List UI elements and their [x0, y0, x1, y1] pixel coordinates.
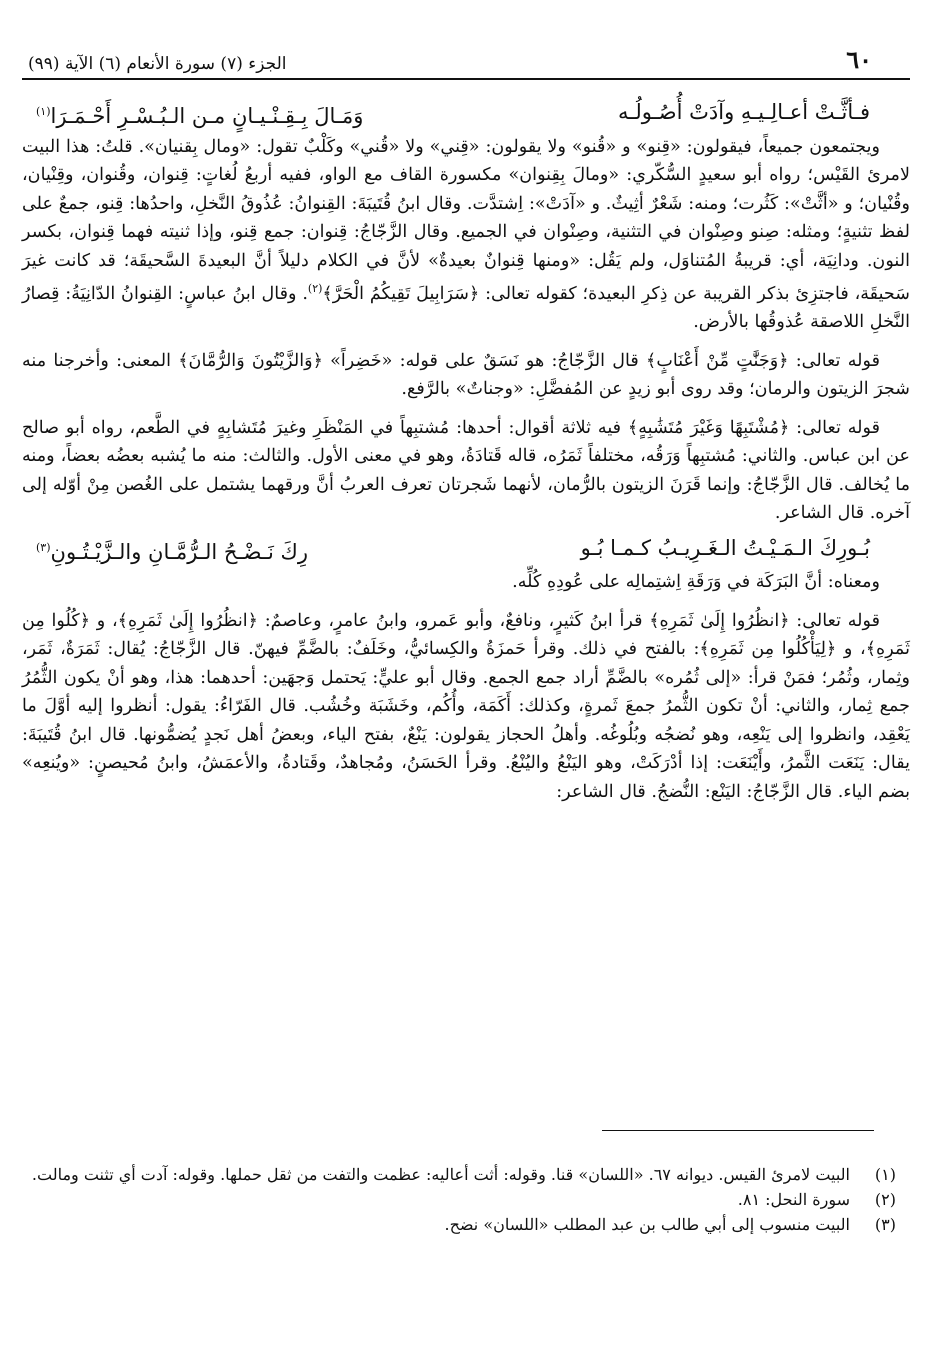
paragraph-qinwan: ويجتمعون جميعاً، فيقولون: «قِنو» و «قُنو» ولا يقولون: «قِني» ولا «قُني» وكَلْبٌ تقول: «ومال بِقنيان». قلتُ: هذا البيت لامرئ القَيْس؛ رواه أبو سعيدٍ السُّكّري: «ومالَ بِقِنوان» مكسورة القاف مع الواو، ففيه أربعُ لُغاتٍ: قِنوان، وقُنوان، وقِنْيان، وقُنْيان؛ و «أثَّتْ»: كَثُرت؛ ومنه: شَعْرٌ أثِيثٌ. و «آدَتْ»: اِشتدَّت. وقال ابنُ قُتَيبَةَ: القِنوانُ: عُذُوقُ النَّخلِ، واحدُها: قِنو، جمعٌ على لفظ تثنيةٍ؛ ومثله: صِنو وصِنْوان في التثنية، وصِنْوان في الجميع. وقال الزَّجّاجُ: قِنوان: جمع قِنو، وإذا ثنيته فهما قِنوان، بكسر النون. ودانِيَة، أي: قريبةُ المُتناوَل، ولم يَقُل: «ومنها قِنوانٌ بعيدةٌ» لأنَّ في الكلام دليلاً أنَّ البعيدةَ السَّحيقَة؛ قد كانت غيرَ سَحيقَة، فاجتزِئ بذكر القريبة عن ذِكرِ البعيدة؛ كقوله تعالى: ﴿سَرَابِيلَ تَقِيكُمُ الْحَرَّ﴾$^{(٢)}$. وقال ابنُ عباسٍ: القِنوانُ الدّانِيَةُ: قِصارُ النَّخلِ اللاصقة عُذوقُها بالأرض. — [22, 136, 910, 333]
running-head: الجزء (٧) سورة الأنعام (٦) الآية (٩٩) — [28, 54, 287, 74]
poetry-verse-1 — [22, 98, 910, 131]
verse-2-first-hemistich: بُـورِكَ الـمَـيْـتُ الـغَـرِيـبُ كـمـا بُـو — [580, 535, 870, 560]
verse-1-first-hemistich: فـأثَّـتْ أعـالِـيـهِ وآدَتْ أُصُـولُـه — [617, 100, 870, 124]
main-text — [22, 92, 910, 806]
footnote-text: البيت لامرئ القيس. ديوانه ٦٧. «اللسان» قنا. وقوله: أثت أعاليه: عظمت والتفت من ثقل حملها. وقوله: آدت أي تثنت ومالت. — [31, 1165, 850, 1184]
footnote-number: (٢) — [874, 1190, 896, 1209]
verse-1-second-hemistich: وَمَـالَ بِـقِـنْـيـانٍ مـن الـبُـسْـرِ أَحْـمَـرَا$^{(١)}$ — [36, 104, 364, 128]
paragraph-fruit: قوله تعالى: ﴿انظُرُوا إِلَىٰ ثَمَرِهِ﴾ قرأ ابنُ كَثيرٍ، ونافعٌ، وأبو عَمرو، وابنُ عامرٍ، وعاصمٌ: ﴿انظُرُوا إِلَىٰ ثَمَرِهِ﴾، و ﴿كُلُوا مِن ثَمَرِهِ﴾، و ﴿لِيَأْكُلُوا مِن ثَمَرِهِ﴾: بالفتح في ذلك. وقرأ حَمزَةُ والكِسائيُّ، وخَلَفٌ: بالضَّمِّ فيهنّ. قال الزَّجّاجُ: يُقال: ثَمَرَةٌ، ثَمَر، وثِمار، وثُمُر؛ فمَنْ قرأ: «إلى ثُمُره» بالضَّمِّ أراد جمع الجمع. وقال أبو عليٍّ: يَحتمل وَجهَين: أحدهما: هذا، وهو أنْ يكون الثُّمُرُ جمع ثِمار، والثاني: أنْ تكون الثُّمرُ جمعَ ثَمرةٍ، وكذلك: أَكَمَة، وأُكُم، وخَشَبَة وخُشُب. قال الفَرّاءُ: يقول: أنظروا إليه أوَّلَ ما يَعْقِد، وانظروا إلى يَنْعِه، وهو نُضجُه وبُلُوغُه. وأهلُ الحجاز يقولون: يَنْعٌ، بفتح الياء، وبعضُ أهل نَجدٍ يُضمُّونها. قال ابنُ قُتَيبَةَ: يقال: يَنَعَت الثَّمرُ، وأَيْنَعَت: إذا أدْرَكَتْ، وهو اليَنْعُ واليُنْعُ. وقرأ الحَسَنُ، ومُجاهدٌ، وقَتادةُ، والأعمَشُ، وابنُ مُحيصنٍ: «ويُنعِه» بضم الياء. قال الزَّجّاجُ: اليَنْع: النُّضجُ. قال الشاعر: — [22, 610, 911, 802]
paragraph-meaning: ومعناه: أنَّ البَرَكَة في وَرَقَةِ اِشتِمالِه على عُودِهِ كُلِّه. — [512, 572, 880, 593]
footnote-1 — [22, 1162, 910, 1187]
paragraph-similar: قوله تعالى: ﴿مُشْتَبِهًا وَغَيْرَ مُتَشَٰبِهٍ﴾ فيه ثلاثة أقوال: أحدها: مُشتبِهاً في المَنْظَرِ وغيرَ مُتَشابِهٍ في الطَّعم، رواه أبو صالح عن ابن عباس. والثاني: مُشتبِهاً وَرَقُه، مختلفاً ثَمَرُه، قاله قَتادَةُ، وهو في معنى الأول. والثالث: منه ما يُشبه بعضُه بعضاً، ومنه ما يُخالف. قال الزَّجّاجُ: وإنما قَرَنَ الزيتون بالرُّمان، لأنهما شَجرتان تعرف العربُ أنَّ ورقهما يشتمل على الغُصن مِنْ أوّله إلى آخره. قال الشاعر. — [22, 417, 910, 524]
footnote-number: (١) — [874, 1165, 896, 1184]
footnotes — [22, 1162, 910, 1237]
page-number: ٦٠ — [846, 45, 872, 74]
footnote-3 — [22, 1212, 910, 1237]
footnote-marker-3: (٣) — [36, 540, 51, 554]
footnote-text: سورة النحل: ٨١. — [737, 1190, 850, 1209]
page-header — [22, 44, 910, 80]
footnote-separator — [602, 1130, 874, 1131]
verse-2-second-hemistich: رِكَ نَـضْـحُ الـرُّمَّـانِ والـزَّيْـتُـونِ$^{(٣)}$ — [36, 539, 308, 564]
footnote-number: (٣) — [874, 1215, 896, 1234]
footnote-marker-2: (٢) — [307, 282, 323, 295]
poetry-verse-2 — [22, 534, 910, 567]
footnote-text: البيت منسوب إلى أبي طالب بن عبد المطلب «اللسان» نضح. — [444, 1215, 850, 1234]
paragraph-gardens: قوله تعالى: ﴿وَجَنَّٰتٍ مِّنْ أَعْنَابٍ﴾ قال الزَّجّاجُ: هو نَسَقٌ على قوله: «خَضِراً» ﴿وَالزَّيْتُونَ وَالرُّمَّانَ﴾ المعنى: وأخرجنا منه شجرَ الزيتون والرمان؛ وقد روى أبو زيدٍ عن المُفضَّلِ: «وجناتٌ» بالرَّفع. — [22, 350, 910, 400]
footnote-2 — [22, 1187, 910, 1212]
footnote-marker-1: (١) — [36, 105, 51, 118]
